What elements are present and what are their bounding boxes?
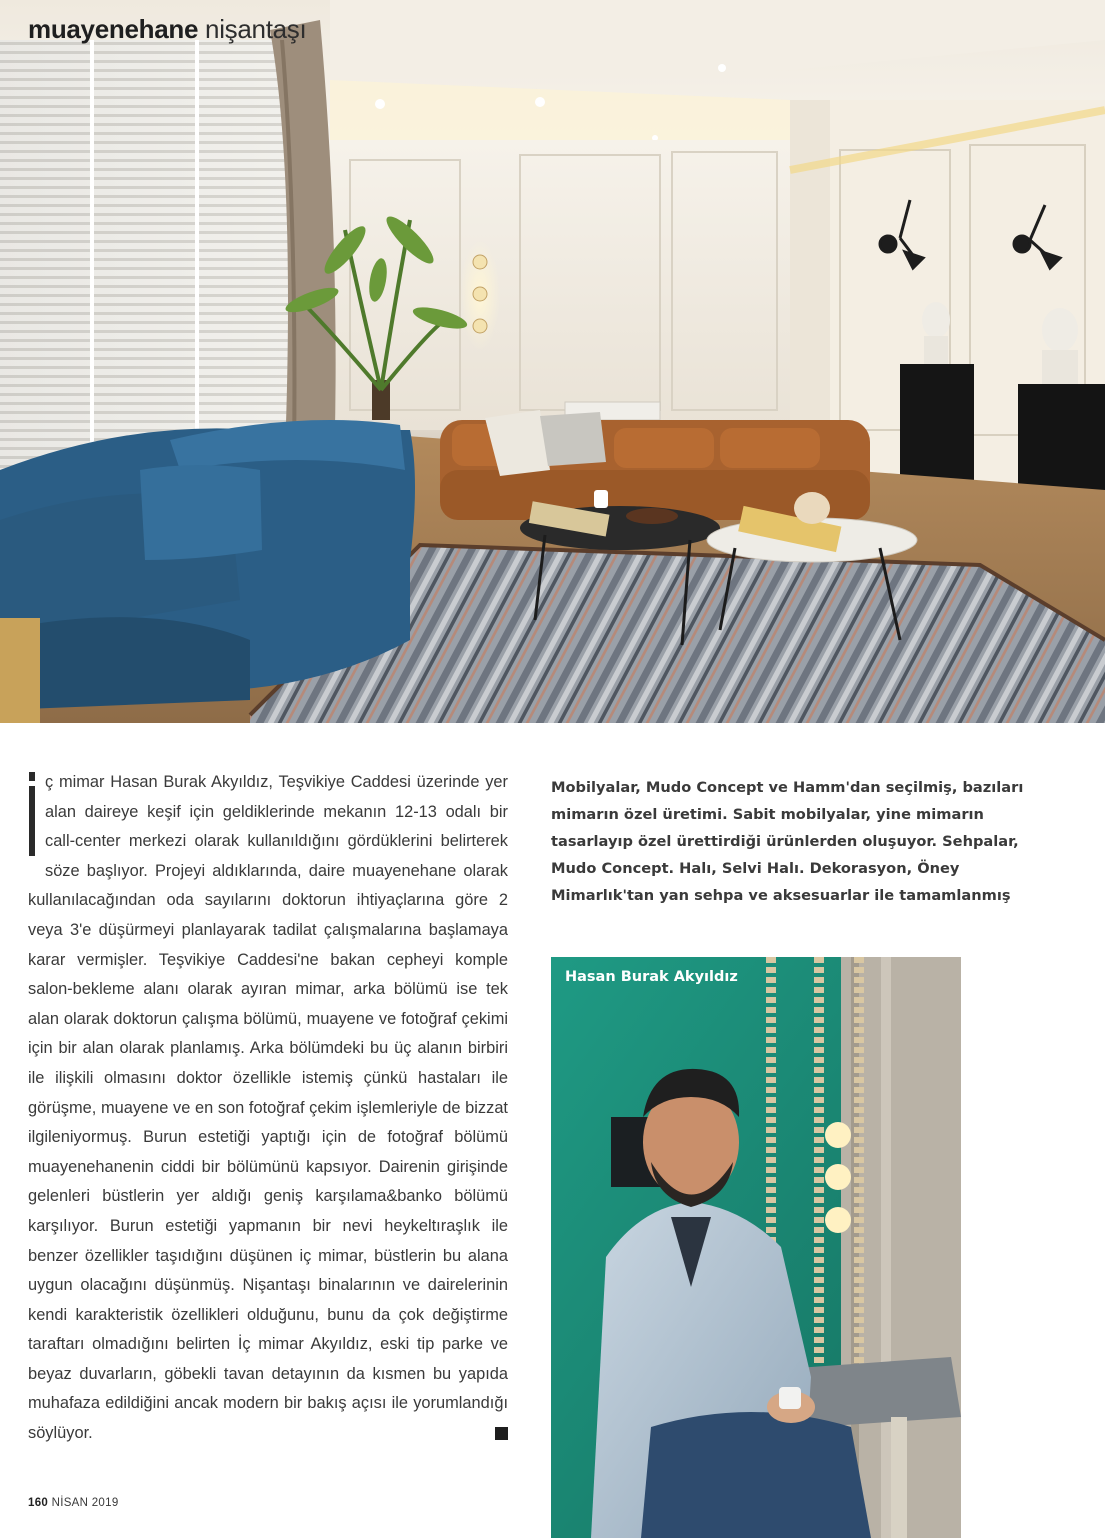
section-header	[28, 14, 306, 45]
dropcap-letter	[28, 770, 37, 858]
issue-label: NİSAN 2019	[51, 1497, 119, 1509]
article-body	[28, 768, 508, 1449]
section-title-bold: muayenehane	[28, 14, 199, 44]
page-footer	[28, 1497, 119, 1509]
section-title-light: nişantaşı	[205, 14, 307, 44]
hero-photo-living-room	[0, 0, 1105, 723]
photo-caption: Mobilyalar, Mudo Concept ve Hamm'dan seçilmiş, bazıları mimarın özel üretimi. Sabit mobilyalar, yine mimarın tasarlayıp özel ürettirdiği ürünlerden oluşuyor. Sehpalar, Mudo Concept. Halı, Selvi Halı. Dekorasyon, Öney Mimarlık'tan yan sehpa ve aksesuarlar ile tamamlanmış	[551, 779, 1024, 904]
portrait-photo	[551, 957, 961, 1538]
end-mark-icon	[495, 1427, 508, 1440]
article-paragraph: ç mimar Hasan Burak Akyıldız, Teşvikiye Caddesi üzerinde yer alan daireye keşif için geldiklerinde mekanın 12-13 odalı bir call-center merkezi olarak kullanıldığını gördüklerini belirterek söze başlıyor. Projeyi aldıklarında, daire muayenehane olarak kullanılacağından oda sayılarını doktorun ihtiyaçlarına göre 2 veya 3'e düşürmeyi planlayarak tadilat çalışmalarına başlamaya karar vermişler. Teşvikiye Caddesi'ne bakan cepheyi komple salon-bekleme alanı olarak ayıran mimar, arka bölümü ise tek alan olarak doktorun çalışma bölümü, muayene ve fotoğraf çekimi için bir alan olarak planlamış. Arka bölümdeki bu üç alanın birbiri ile ilişkili olmasını doktor özellikle istemiş çünkü hastaları ile görüşme, muayene ve en son fotoğraf çekim işlemleriyle de bizzat ilgileniyormuş. Burun estetiği yaptığı için de fotoğraf bölümü muayenehanenin ciddi bir bölümünü kapsıyor. Dairenin girişinde gelenleri büstlerin yer aldığı geniş karşılama&banko bölümü karşılıyor. Burun estetiği yapmanın bir nevi heykeltıraşlık ile benzer özellikler taşıdığını düşünen iç mimar, büstlerin bu alana uygun olacağını düşünmüş. Nişantaşı binalarının ve dairelerinin kendi karakteristik özellikleri olduğunu, bunu da çok değiştirme taraftarı olmadığını belirten İç mimar Akyıldız, eski tip parke ve beyaz duvarların, göbekli tavan detayının da kısmen bu yapıda muhafaza edildiğini ancak modern bir bakış açısı ile yorumlandığı söylüyor.	[28, 773, 508, 1443]
portrait-label: Hasan Burak Akyıldız	[565, 969, 738, 985]
page-number: 160	[28, 1497, 49, 1509]
